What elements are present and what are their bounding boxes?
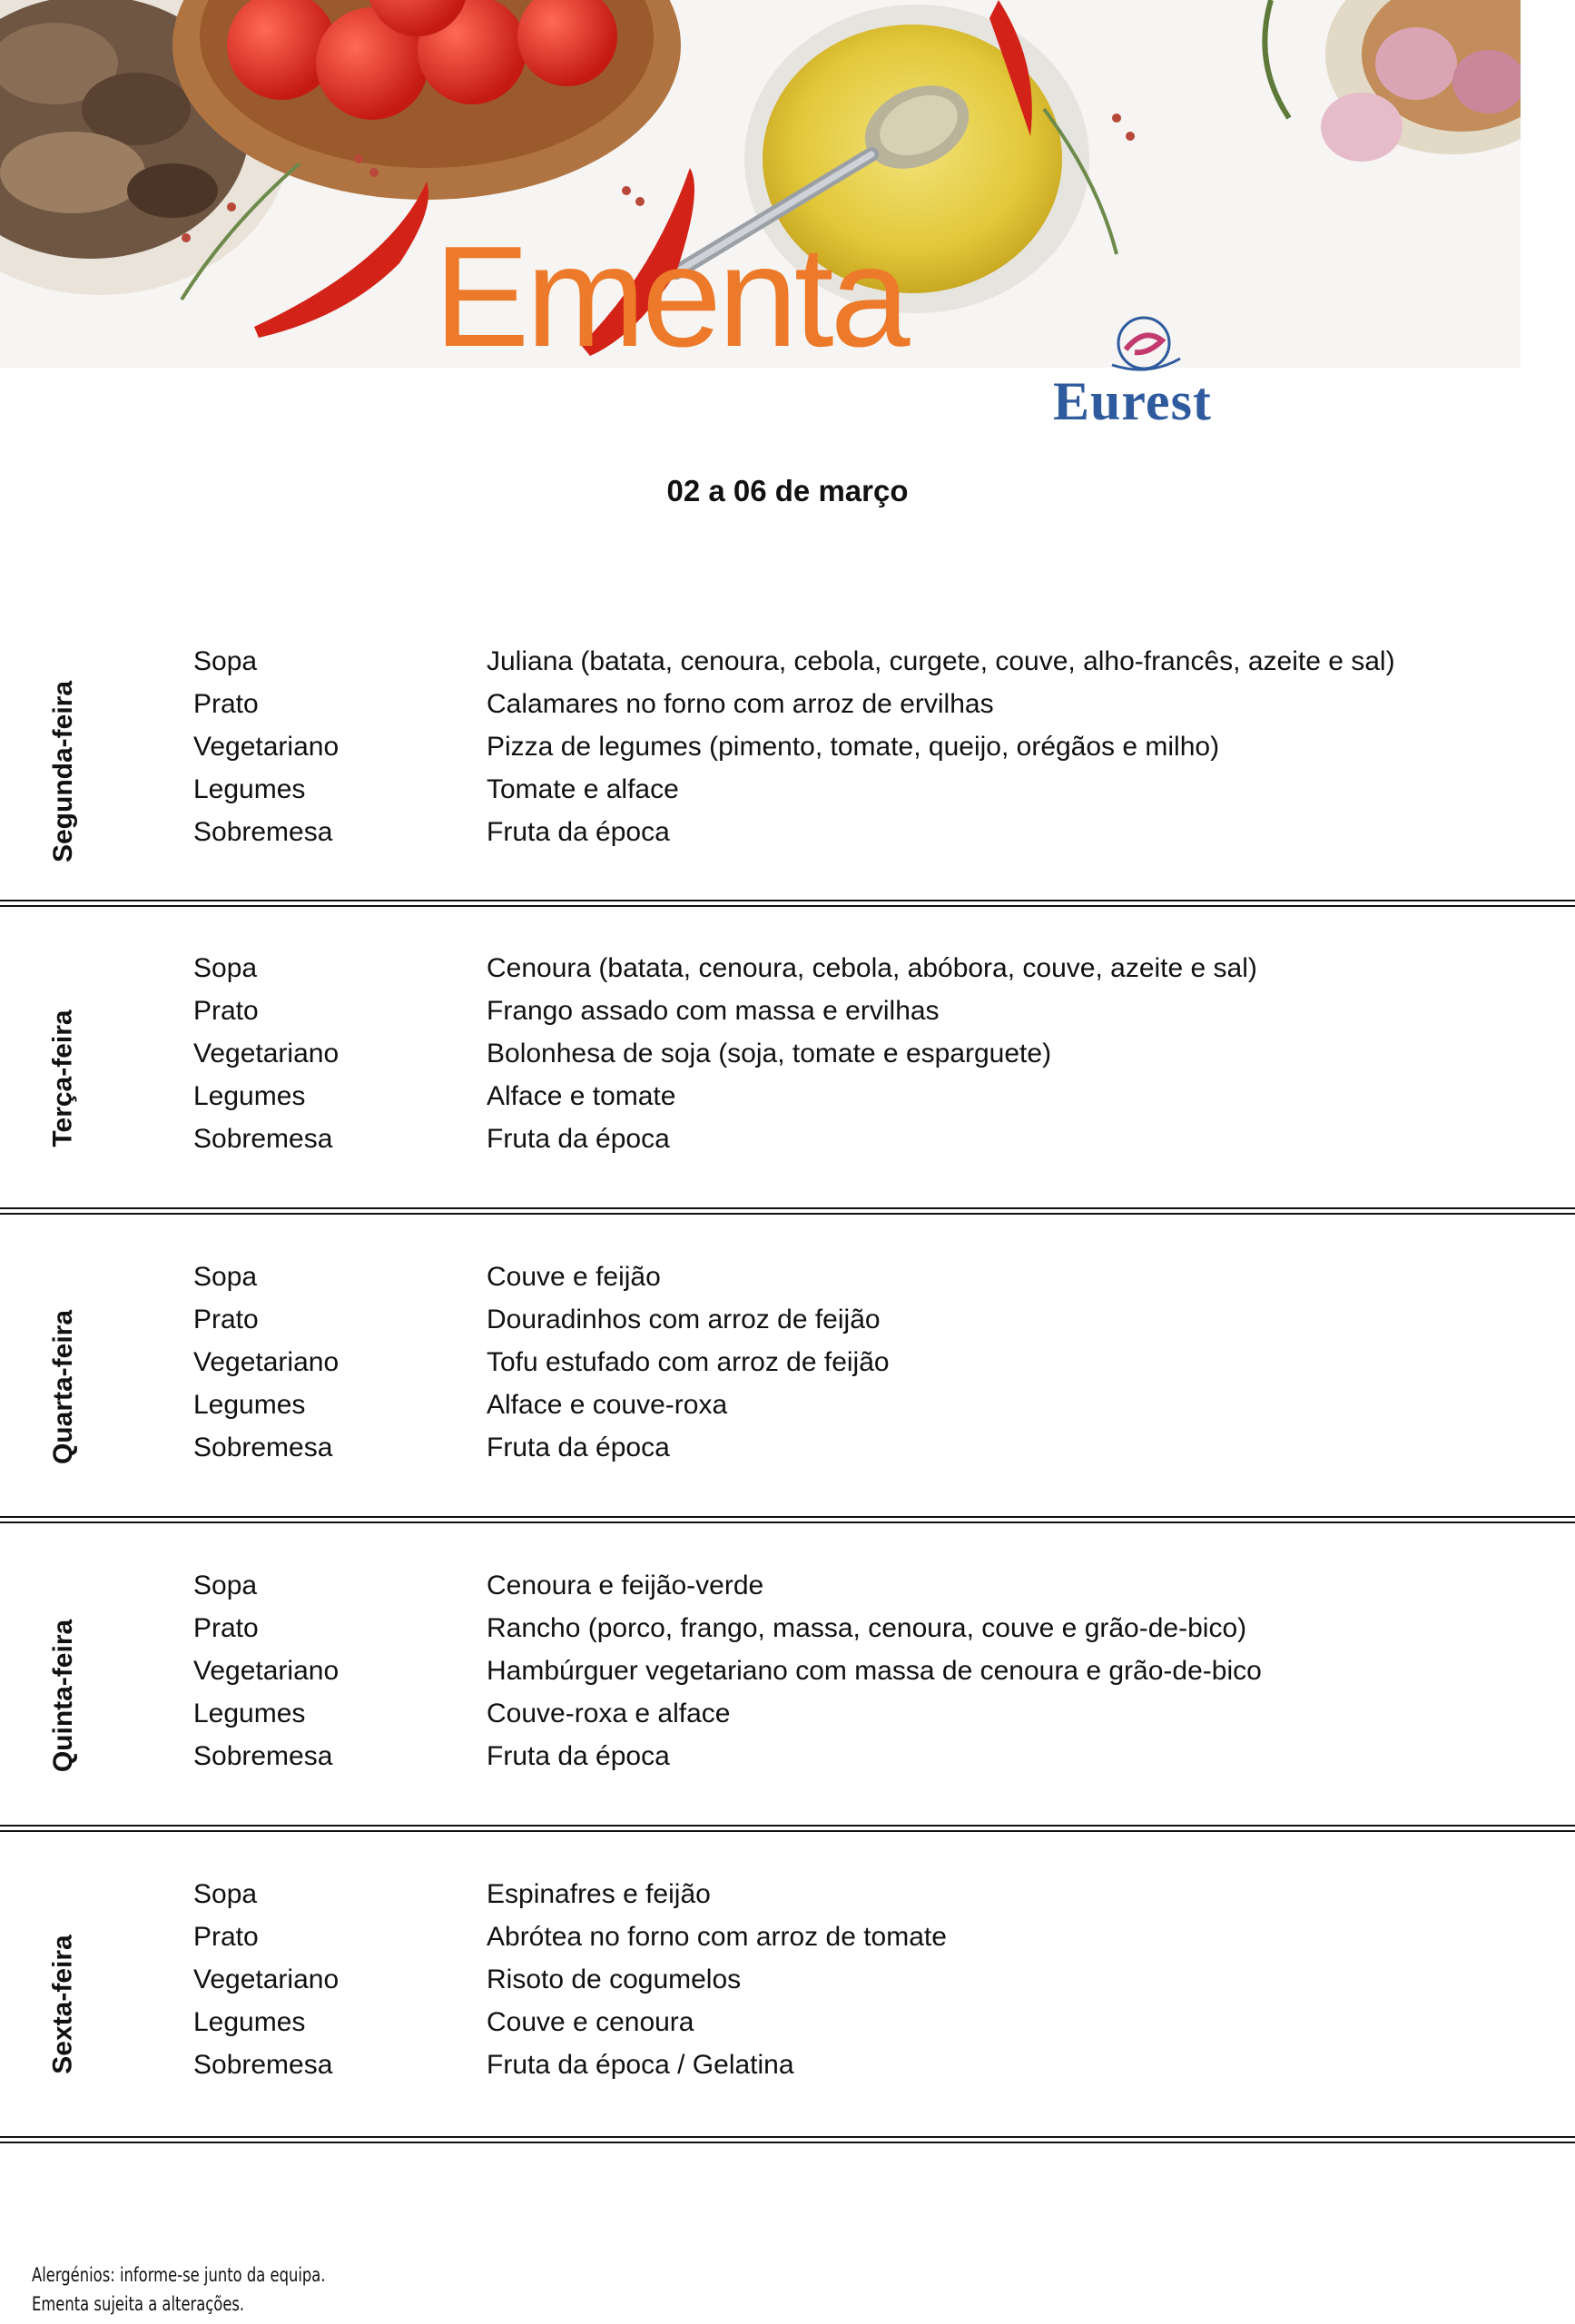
garlic-bowl-icon — [1321, 0, 1521, 162]
menu-dish: Couve e feijão — [487, 1262, 661, 1292]
menu-category: Sopa — [193, 1262, 258, 1292]
menu-category: Legumes — [193, 1390, 306, 1420]
menu-dish: Fruta da época — [487, 1741, 670, 1771]
menu-category: Vegetariano — [193, 1347, 340, 1377]
menu-dish: Rancho (porco, frango, massa, cenoura, couve e grão-de-bico) — [487, 1613, 1247, 1643]
menu-category: Vegetariano — [193, 1656, 340, 1686]
eurest-logo-text: Eurest — [1053, 371, 1212, 431]
menu-dish: Bolonhesa de soja (soja, tomate e esparguete) — [487, 1039, 1052, 1068]
menu-dish: Fruta da época — [487, 1433, 670, 1462]
day-divider — [0, 1825, 1575, 1832]
menu-dish: Espinafres e feijão — [487, 1879, 711, 1909]
day-label: Segunda-feira — [48, 680, 79, 863]
menu-category: Sobremesa — [193, 817, 333, 847]
menu-dish: Risoto de cogumelos — [487, 1965, 742, 1994]
menu-category: Sopa — [193, 646, 258, 676]
menu-category: Sopa — [193, 1571, 258, 1600]
menu-category: Prato — [193, 1305, 259, 1334]
menu-category: Sobremesa — [193, 1741, 333, 1771]
menu-category: Legumes — [193, 2007, 306, 2037]
menu-dish: Douradinhos com arroz de feijão — [487, 1305, 881, 1334]
footer-notes — [32, 2260, 326, 2319]
menu-category: Legumes — [193, 1081, 306, 1111]
menu-dish: Cenoura (batata, cenoura, cebola, abóbora, couve, azeite e sal) — [487, 953, 1257, 983]
menu-dish: Tomate e alface — [487, 774, 679, 804]
menu-category: Prato — [193, 1613, 259, 1643]
menu-category: Sopa — [193, 1879, 258, 1909]
menu-dish: Fruta da época — [487, 1124, 670, 1154]
menu-dish: Alface e tomate — [487, 1081, 676, 1111]
menu-dish: Fruta da época / Gelatina — [487, 2050, 794, 2080]
day-label: Terça-feira — [48, 1009, 78, 1147]
menu-category: Legumes — [193, 1699, 306, 1728]
day-divider — [0, 2136, 1575, 2143]
menu-dish: Hambúrguer vegetariano com massa de cenoura e grão-de-bico — [487, 1656, 1262, 1686]
menu-dish: Calamares no forno com arroz de ervilhas — [487, 689, 994, 719]
menu-dish: Couve-roxa e alface — [487, 1699, 731, 1728]
menu-category: Sobremesa — [193, 2050, 333, 2080]
menu-dish: Fruta da época — [487, 817, 670, 847]
menu-category: Prato — [193, 996, 259, 1026]
menu-category: Sobremesa — [193, 1433, 333, 1462]
day-label: Quarta-feira — [48, 1309, 78, 1465]
menu-category: Vegetariano — [193, 1965, 340, 1994]
changes-note: Ementa sujeita a alterações. — [32, 2293, 245, 2315]
menu-category: Legumes — [193, 774, 306, 804]
day-divider — [0, 900, 1575, 907]
week-range: 02 a 06 de março — [666, 474, 909, 507]
menu-category: Sobremesa — [193, 1124, 333, 1154]
menu-title: Ementa — [434, 217, 907, 377]
day-label: Quinta-feira — [48, 1619, 79, 1773]
menu-dish: Abrótea no forno com arroz de tomate — [487, 1922, 947, 1952]
menu-dish: Juliana (batata, cenoura, cebola, curgete, couve, alho-francês, azeite e sal) — [487, 646, 1395, 676]
menu-dish: Frango assado com massa e ervilhas — [487, 996, 940, 1026]
menu-category: Prato — [193, 1922, 259, 1952]
menu-dish: Cenoura e feijão-verde — [487, 1571, 764, 1600]
menu-dish: Tofu estufado com arroz de feijão — [487, 1347, 890, 1377]
menu-dish: Pizza de legumes (pimento, tomate, queijo, orégãos e milho) — [487, 732, 1220, 762]
menu-category: Vegetariano — [193, 732, 340, 762]
menu-dish: Alface e couve-roxa — [487, 1390, 728, 1420]
menu-dish: Couve e cenoura — [487, 2007, 694, 2037]
day-divider — [0, 1516, 1575, 1523]
menu-category: Vegetariano — [193, 1039, 340, 1068]
day-label: Sexta-feira — [48, 1935, 79, 2074]
menu-category: Prato — [193, 689, 259, 719]
allergen-note: Alergénios: informe-se junto da equipa. — [32, 2264, 326, 2286]
menu-category: Sopa — [193, 953, 258, 983]
day-divider — [0, 1207, 1575, 1215]
